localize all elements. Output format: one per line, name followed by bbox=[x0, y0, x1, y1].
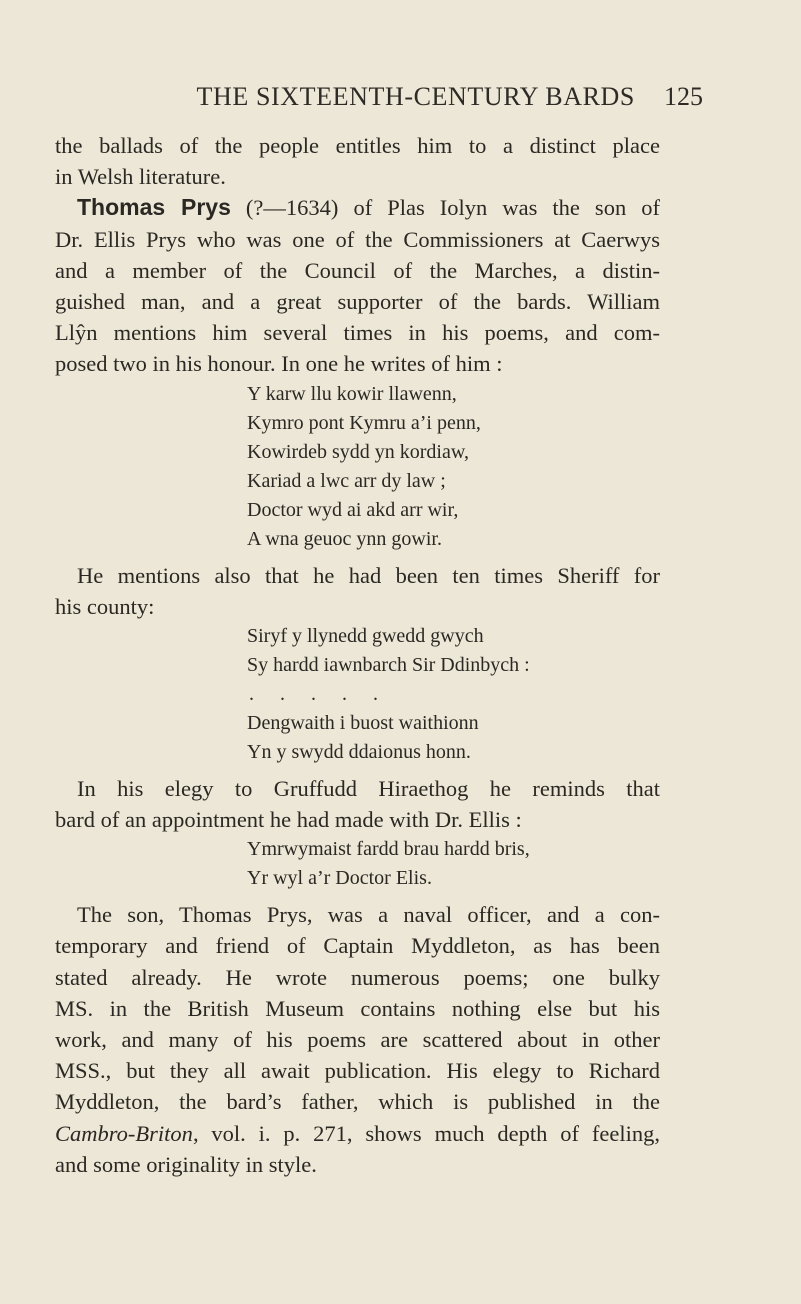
text-line: In his elegy to Gruffudd Hiraethog he reminds that bbox=[77, 775, 660, 801]
text-line: posed two in his honour. In one he writes of him : bbox=[55, 351, 503, 377]
text-line: temporary and friend of Captain Myddleton, as has been bbox=[55, 933, 660, 959]
text-line: in Welsh literature. bbox=[55, 164, 226, 190]
text-line: Llŷn mentions him several times in his poems, and com- bbox=[55, 320, 660, 346]
text-line: Myddleton, the bard’s father, which is published in the bbox=[55, 1089, 660, 1115]
text-line: work, and many of his poems are scattered about in other bbox=[55, 1027, 660, 1052]
text-line: his county: bbox=[55, 593, 155, 619]
text-line: The son, Thomas Prys, was a naval officer, and a con- bbox=[77, 902, 660, 928]
text-line: the ballads of the people entitles him to a distinct place bbox=[55, 133, 660, 158]
text-line: and a member of the Council of the Marches, a distin- bbox=[55, 257, 660, 283]
text-line: MS. in the British Museum contains nothing else but his bbox=[55, 995, 660, 1021]
verse-line: Doctor wyd ai akd arr wir, bbox=[247, 498, 459, 521]
verse-line: Ymrwymaist fardd brau hardd bris, bbox=[247, 838, 530, 861]
verse-line: Siryf y llynedd gwedd gwych bbox=[247, 624, 484, 647]
text-line: Dr. Ellis Prys who was one of the Commissioners at Caerwys bbox=[55, 226, 660, 252]
running-title: THE SIXTEENTH-CENTURY BARDS bbox=[196, 82, 635, 111]
running-head bbox=[55, 82, 655, 112]
entry-dates-text: (?—1634) of Plas Iolyn was the son of bbox=[230, 195, 660, 221]
verse-ellipsis: ..... bbox=[249, 682, 404, 705]
verse-line: Yn y swydd ddaionus honn. bbox=[247, 740, 471, 763]
verse-quote bbox=[55, 380, 660, 554]
text-line bbox=[55, 192, 660, 223]
text-line: He mentions also that he had been ten times Sheriff for bbox=[77, 562, 660, 588]
verse-line: Kowirdeb sydd yn kordiaw, bbox=[247, 440, 470, 463]
text-line: and some originality in style. bbox=[55, 1151, 317, 1177]
text-line: guished man, and a great supporter of the bards. William bbox=[55, 288, 660, 314]
verse-quote bbox=[55, 622, 660, 767]
citation-text: , vol. i. p. 271, shows much depth of feeling, bbox=[192, 1120, 660, 1146]
verse-quote bbox=[55, 835, 660, 893]
body-text bbox=[55, 130, 660, 1180]
verse-line: A wna geuoc ynn gowir. bbox=[247, 527, 442, 550]
entry-name: Thomas Prys bbox=[77, 194, 231, 221]
verse-line: Sy hardd iawnbarch Sir Ddinbych : bbox=[247, 653, 530, 676]
verse-line: Kymro pont Kymru a’i penn, bbox=[247, 411, 481, 434]
verse-line: Kariad a lwc arr dy law ; bbox=[247, 469, 446, 492]
page-number: 125 bbox=[664, 82, 703, 111]
work-title: Cambro-Briton bbox=[55, 1120, 193, 1146]
text-line: bard of an appointment he had made with Dr. Ellis : bbox=[55, 807, 522, 833]
verse-line: Dengwaith i buost waithionn bbox=[247, 711, 479, 734]
verse-line: Yr wyl a’r Doctor Elis. bbox=[247, 867, 432, 890]
text-line: MSS., but they all await publication. His elegy to Richard bbox=[55, 1058, 660, 1084]
verse-line: Y karw llu kowir llawenn, bbox=[247, 382, 457, 405]
text-line bbox=[55, 1118, 660, 1149]
text-line: stated already. He wrote numerous poems; one bulky bbox=[55, 964, 660, 990]
